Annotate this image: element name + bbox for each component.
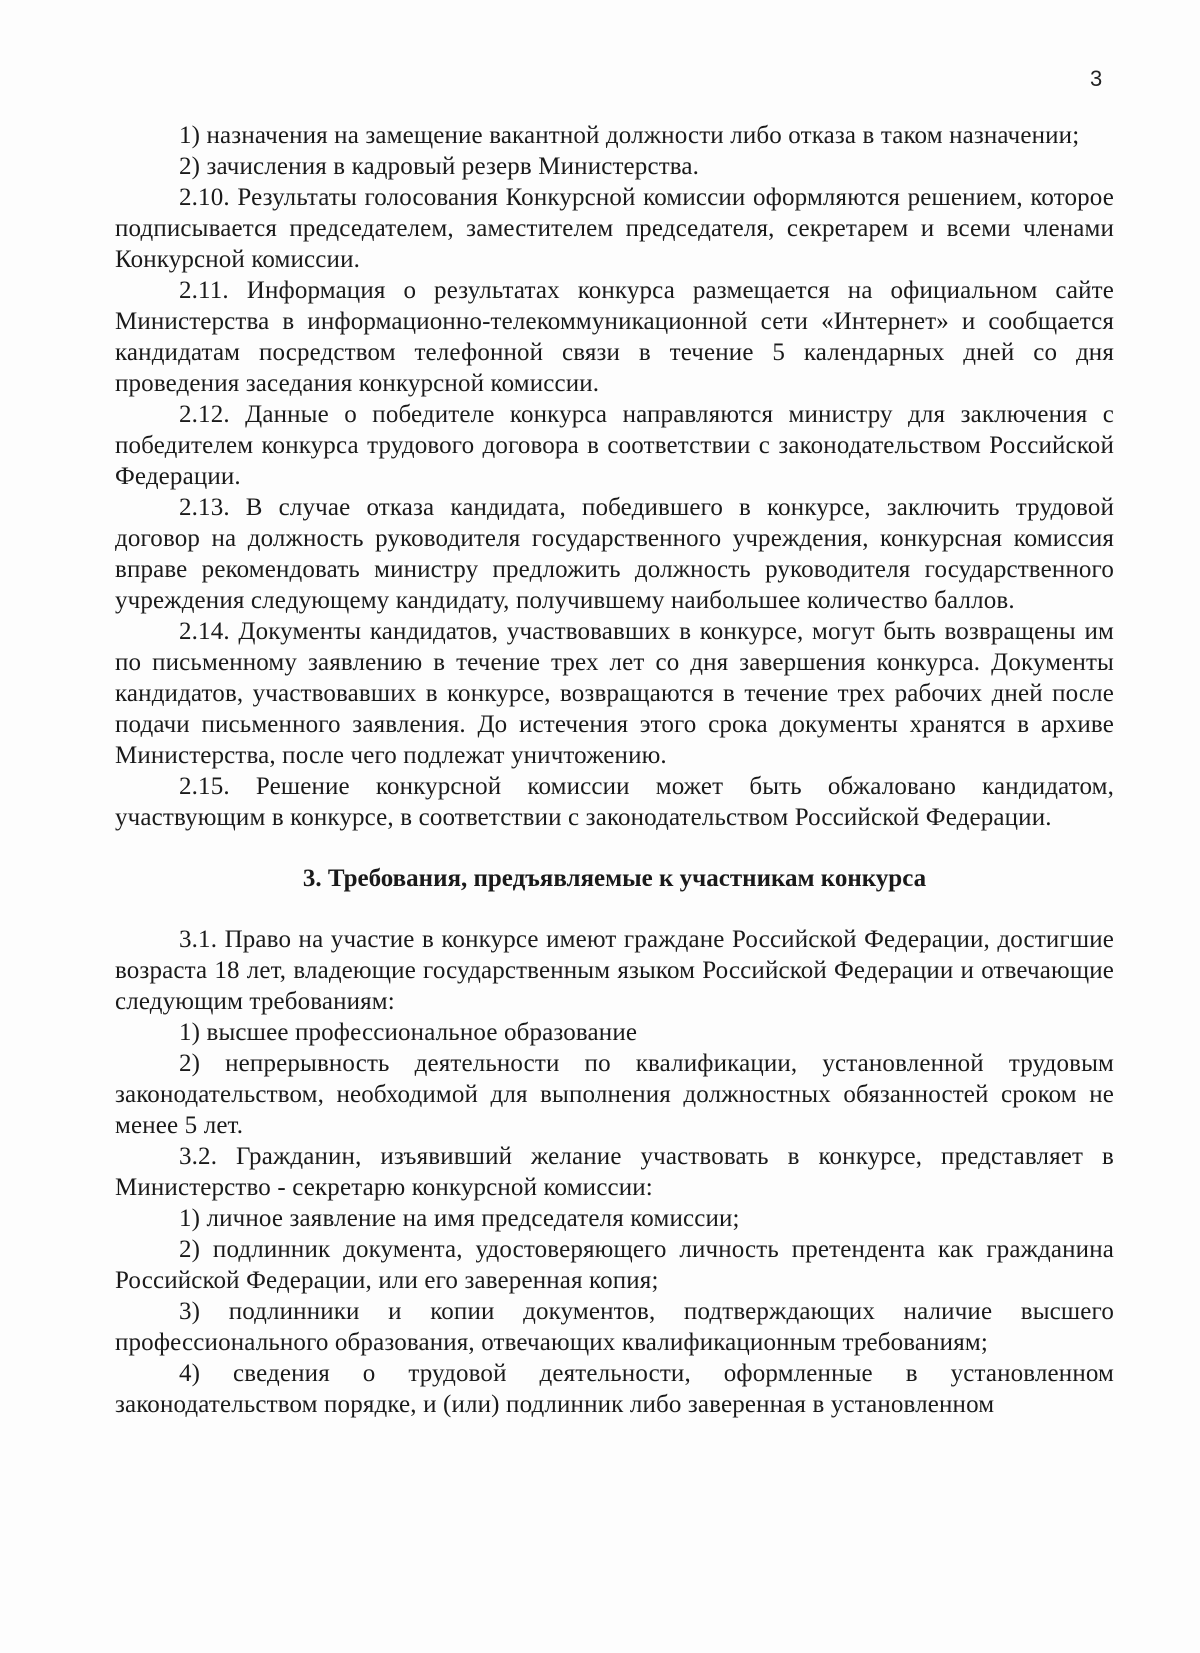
paragraph: 2) зачисления в кадровый резерв Министерства. [179,153,700,180]
paragraph: 2.11. Информация о результатах конкурса размещается на официальном сайте Министерства в информационно-телекоммуникационной сети «Интернет» и сообщается кандидатам посредством телефонной связи в течение 5 календарных дней со дня проведения заседания конкурсной комиссии. [115,277,1114,397]
paragraph: 1) назначения на замещение вакантной должности либо отказа в таком назначении; [179,122,1080,149]
section-heading: 3. Требования, предъявляемые к участникам конкурса [302,865,927,892]
paragraph: 4) сведения о трудовой деятельности, оформленные в установленном законодательством порядке, и (или) подлинник либо заверенная в установленном [115,1360,1114,1418]
paragraph: 2.13. В случае отказа кандидата, победившего в конкурсе, заключить трудовой договор на должность руководителя государственного учреждения, конкурсная комиссия вправе рекомендовать министру предложить должность руководителя государственного учреждения следующему кандидату, получившему наибольшее количество баллов. [115,494,1114,614]
paragraph: 1) личное заявление на имя председателя комиссии; [179,1205,740,1232]
paragraph: 2) подлинник документа, удостоверяющего личность претендента как гражданина Российской Федерации, или его заверенная копия; [115,1236,1114,1294]
page-number: 3 [1090,66,1103,91]
paragraph: 3.1. Право на участие в конкурсе имеют граждане Российской Федерации, достигшие возраста 18 лет, владеющие государственным языком Российской Федерации и отвечающие следующим требованиям: [115,926,1114,1015]
paragraph: 3) подлинники и копии документов, подтверждающих наличие высшего профессионального образования, отвечающих квалификационным требованиям; [115,1298,1114,1356]
paragraph: 3.2. Гражданин, изъявивший желание участвовать в конкурсе, представляет в Министерство - секретарю конкурсной комиссии: [115,1143,1114,1201]
document-body [115,120,1114,1420]
paragraph: 1) высшее профессиональное образование [179,1019,638,1046]
paragraph: 2.14. Документы кандидатов, участвовавших в конкурсе, могут быть возвращены им по письменному заявлению в течение трех лет со дня завершения конкурса. Документы кандидатов, участвовавших в конкурсе, возвращаются в течение трех рабочих дней после подачи письменного заявления. До истечения этого срока документы хранятся в архиве Министерства, после чего подлежат уничтожению. [115,618,1114,769]
paragraph: 2.10. Результаты голосования Конкурсной комиссии оформляются решением, которое подписывается председателем, заместителем председателя, секретарем и всеми членами Конкурсной комиссии. [115,184,1114,273]
paragraph: 2.12. Данные о победителе конкурса направляются министру для заключения с победителем конкурса трудового договора в соответствии с законодательством Российской Федерации. [115,401,1114,490]
paragraph: 2) непрерывность деятельности по квалификации, установленной трудовым законодательством, необходимой для выполнения должностных обязанностей сроком не менее 5 лет. [115,1050,1114,1139]
paragraph: 2.15. Решение конкурсной комиссии может быть обжаловано кандидатом, участвующим в конкурсе, в соответствии с законодательством Российской Федерации. [115,773,1114,831]
